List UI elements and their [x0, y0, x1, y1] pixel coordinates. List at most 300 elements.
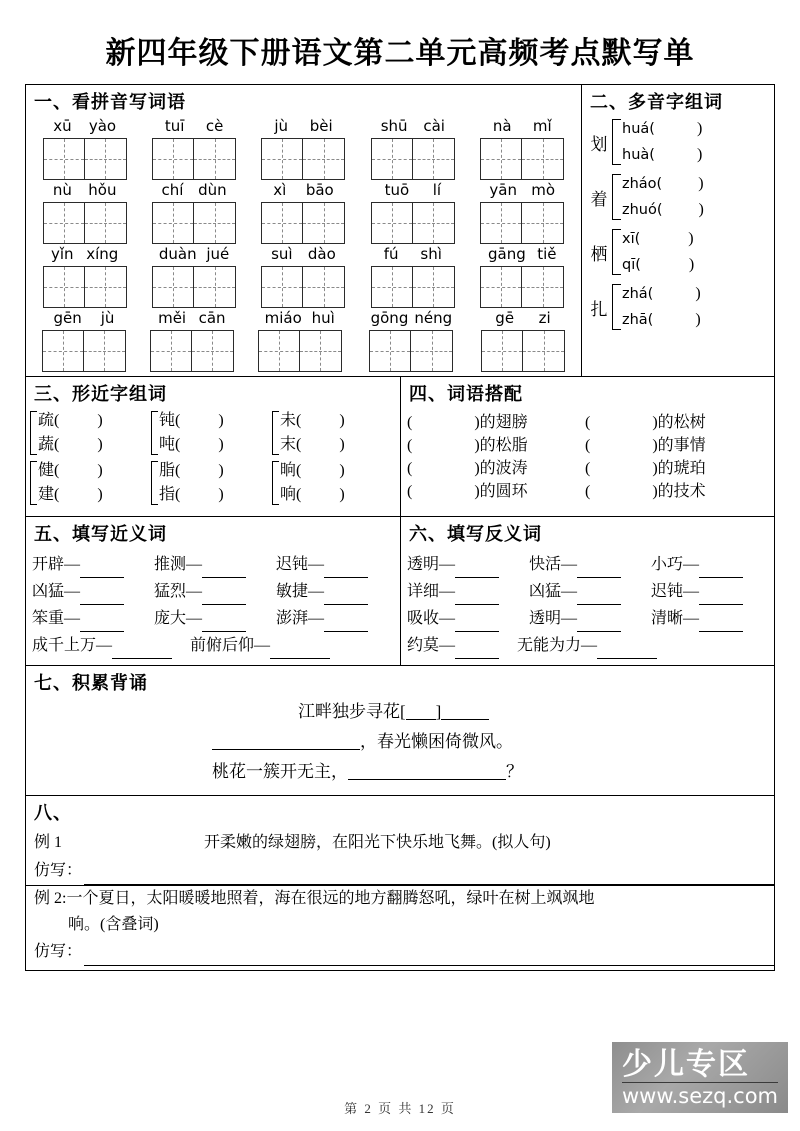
- answer-blank[interactable]: [80, 615, 124, 632]
- brace-icon: [151, 411, 158, 455]
- tianzige-grid[interactable]: [43, 138, 127, 180]
- dapei-item[interactable]: [585, 411, 763, 434]
- tianzige-cell[interactable]: [411, 330, 453, 372]
- fanyici-item[interactable]: [651, 605, 773, 632]
- tianzige-cell[interactable]: [85, 266, 127, 308]
- tianzige-cell[interactable]: [413, 266, 455, 308]
- tianzige-cell[interactable]: [480, 202, 522, 244]
- poem-line[interactable]: [26, 757, 774, 787]
- xingjinzi-item[interactable]: [159, 434, 224, 456]
- pinyin-syllable: nù: [52, 181, 72, 199]
- tianzige-grid[interactable]: [43, 266, 127, 308]
- tianzige-grid[interactable]: [480, 266, 564, 308]
- watermark-url: www.sezq.com: [621, 1084, 778, 1108]
- section-duoyinzi: [582, 85, 774, 376]
- duoyinzi-reading[interactable]: [622, 228, 694, 250]
- paren-close: ): [695, 311, 701, 328]
- reading-pinyin: huá(: [622, 121, 655, 137]
- dapei-noun: )的松树: [652, 414, 706, 431]
- poem-question: ？: [506, 762, 523, 781]
- jinyici-item[interactable]: [276, 578, 398, 605]
- tianzige-cell[interactable]: [480, 266, 522, 308]
- pinyin-syllable: néng: [414, 309, 453, 327]
- paren-close: ): [688, 230, 694, 247]
- tianzige-cell[interactable]: [371, 266, 413, 308]
- word-label: 清晰—: [651, 610, 700, 627]
- word-label: 无能为力—: [517, 637, 598, 654]
- tianzige-cell[interactable]: [261, 266, 303, 308]
- tianzige-grid[interactable]: [152, 266, 236, 308]
- tianzige-cell[interactable]: [371, 202, 413, 244]
- tianzige-cell[interactable]: [523, 330, 565, 372]
- xingjinzi-item[interactable]: [38, 434, 103, 456]
- jinyici-item[interactable]: [32, 605, 154, 632]
- dapei-item[interactable]: [407, 457, 585, 480]
- answer-blank[interactable]: [80, 561, 124, 578]
- xingjinzi-grid: [26, 408, 400, 510]
- fanyici-item[interactable]: [651, 578, 773, 605]
- answer-blank[interactable]: [324, 615, 368, 632]
- xingjinzi-item[interactable]: [159, 460, 224, 482]
- poem-line[interactable]: [26, 697, 774, 727]
- xingjinzi-item[interactable]: [38, 484, 103, 506]
- tianzige-grid[interactable]: [258, 330, 342, 372]
- xingjinzi-item[interactable]: [280, 484, 345, 506]
- xingjinzi-item[interactable]: [280, 460, 345, 482]
- xingjinzi-group: [151, 460, 272, 506]
- tianzige-cell[interactable]: [303, 138, 345, 180]
- answer-blank[interactable]: [84, 866, 774, 885]
- dapei-item[interactable]: [585, 480, 763, 503]
- answer-blank[interactable]: [577, 615, 621, 632]
- xingjinzi-char: 吨(: [159, 436, 181, 453]
- pinyin-text: [480, 180, 564, 202]
- fanyici-row: [407, 632, 774, 659]
- tianzige-grid[interactable]: [42, 330, 126, 372]
- xingjinzi-column: [272, 410, 393, 510]
- xingjinzi-item[interactable]: [38, 460, 103, 482]
- jinyici-row: [32, 551, 400, 578]
- paren-close: ): [218, 486, 224, 503]
- dapei-noun: )的翅膀: [474, 414, 528, 431]
- fanyici-item[interactable]: [407, 578, 529, 605]
- fanyici-grid: [401, 548, 774, 659]
- pinyin-syllable: huì: [311, 309, 335, 327]
- tianzige-cell[interactable]: [481, 330, 523, 372]
- paren-open: (: [585, 414, 591, 431]
- dapei-grid: [401, 408, 774, 503]
- answer-blank[interactable]: [577, 561, 621, 578]
- answer-blank[interactable]: [577, 588, 621, 605]
- duoyinzi-group: [588, 283, 774, 331]
- answer-blank[interactable]: [699, 588, 743, 605]
- word-label: 庞大—: [154, 610, 203, 627]
- answer-blank[interactable]: [270, 642, 330, 659]
- dapei-item[interactable]: [585, 457, 763, 480]
- xingjinzi-item[interactable]: [280, 410, 345, 432]
- dapei-row: [407, 480, 774, 503]
- tianzige-grid[interactable]: [261, 202, 345, 244]
- reading-pinyin: xī(: [622, 231, 641, 247]
- section-jinyici: [26, 517, 401, 665]
- tianzige-cell[interactable]: [84, 330, 126, 372]
- xingjinzi-char: 晌(: [280, 462, 302, 479]
- tianzige-cell[interactable]: [85, 202, 127, 244]
- word-label: 推测—: [154, 556, 203, 573]
- pinyin-syllable: lí: [432, 181, 442, 199]
- poem-comma: ，: [360, 732, 377, 751]
- section3-title: 三、形近字组词: [34, 384, 167, 404]
- xingjinzi-group: [272, 460, 393, 506]
- xingjinzi-char: 末(: [280, 436, 302, 453]
- tianzige-cell[interactable]: [300, 330, 342, 372]
- tianzige-cell[interactable]: [150, 330, 192, 372]
- fanyici-item[interactable]: [529, 578, 651, 605]
- answer-blank[interactable]: [202, 615, 246, 632]
- xingjinzi-column: [30, 410, 151, 510]
- fanyici-item[interactable]: [517, 632, 657, 659]
- tianzige-grid[interactable]: [481, 330, 565, 372]
- pinyin-text: [43, 244, 127, 266]
- watermark-brand: 少儿专区: [621, 1047, 750, 1082]
- section-cidapei: [401, 377, 774, 516]
- paren-open: (: [407, 414, 413, 431]
- tianzige-cell[interactable]: [194, 138, 236, 180]
- answer-blank[interactable]: [455, 561, 499, 578]
- tianzige-cell[interactable]: [43, 138, 85, 180]
- dapei-noun: )的琥珀: [652, 460, 706, 477]
- word-label: 开辟—: [32, 556, 81, 573]
- xingjinzi-items: [159, 410, 224, 456]
- pinyin-syllable: mò: [531, 181, 556, 199]
- word-label: 笨重—: [32, 610, 81, 627]
- dapei-noun: )的圆环: [474, 483, 528, 500]
- answer-blank[interactable]: [84, 947, 774, 966]
- fanyici-item[interactable]: [651, 551, 773, 578]
- xingjinzi-item[interactable]: [280, 434, 345, 456]
- section-xingjinzi: [26, 377, 401, 516]
- pinyin-word-item: [43, 180, 127, 244]
- pinyin-syllable: dùn: [198, 181, 227, 199]
- pinyin-syllable: tuī: [164, 117, 185, 135]
- tianzige-cell[interactable]: [194, 266, 236, 308]
- duoyinzi-reading[interactable]: [622, 283, 701, 305]
- xingjinzi-items: [280, 410, 345, 456]
- section6-title: 六、填写反义词: [409, 524, 542, 544]
- paren-close: ): [97, 486, 103, 503]
- word-label: 成千上万—: [32, 637, 113, 654]
- reading-pinyin: zháo(: [622, 176, 663, 192]
- pinyin-word-item: [371, 180, 455, 244]
- imitate-line-1: [26, 857, 774, 885]
- tianzige-cell[interactable]: [303, 266, 345, 308]
- word-label: 小巧—: [651, 556, 700, 573]
- reading-pinyin: zhá(: [622, 286, 654, 302]
- brace-icon: [272, 461, 279, 505]
- tianzige-grid[interactable]: [150, 330, 234, 372]
- paren-open: (: [585, 460, 591, 477]
- answer-blank[interactable]: [202, 561, 246, 578]
- duoyinzi-readings: [622, 228, 694, 276]
- tianzige-cell[interactable]: [369, 330, 411, 372]
- tianzige-grid[interactable]: [152, 138, 236, 180]
- tianzige-grid[interactable]: [480, 202, 564, 244]
- tianzige-cell[interactable]: [152, 202, 194, 244]
- section5-title: 五、填写近义词: [34, 524, 167, 544]
- answer-blank[interactable]: [455, 642, 499, 659]
- paren-close: ): [698, 175, 704, 192]
- pinyin-text: [261, 180, 345, 202]
- brace-icon: [30, 411, 37, 455]
- duoyinzi-reading[interactable]: [622, 309, 701, 331]
- pinyin-word-item: [480, 180, 564, 244]
- pinyin-syllable: xū: [53, 117, 72, 135]
- answer-blank[interactable]: [441, 702, 489, 720]
- pinyin-syllable: cài: [423, 117, 445, 135]
- pinyin-syllable: bāo: [305, 181, 334, 199]
- pinyin-text: [152, 244, 236, 266]
- pinyin-syllable: gē: [495, 309, 515, 327]
- example1-label: 例 1: [34, 834, 63, 851]
- pinyin-row: [26, 244, 581, 308]
- pinyin-word-item: [43, 116, 127, 180]
- reading-pinyin: zhā(: [622, 312, 654, 328]
- tianzige-grid[interactable]: [152, 202, 236, 244]
- tianzige-cell[interactable]: [43, 202, 85, 244]
- section-jileibeisong: [26, 666, 774, 795]
- pinyin-word-item: [261, 116, 345, 180]
- tianzige-cell[interactable]: [194, 202, 236, 244]
- brace-icon: [151, 461, 158, 505]
- xingjinzi-char: 蔬(: [38, 436, 60, 453]
- tianzige-grid[interactable]: [369, 330, 453, 372]
- dapei-item[interactable]: [407, 434, 585, 457]
- xingjinzi-item[interactable]: [159, 410, 224, 432]
- word-label: 透明—: [407, 556, 456, 573]
- tianzige-cell[interactable]: [152, 138, 194, 180]
- tianzige-cell[interactable]: [522, 202, 564, 244]
- pinyin-word-item: [366, 308, 458, 372]
- paren-close: ): [688, 256, 695, 273]
- poem-line[interactable]: [26, 727, 774, 757]
- pinyin-word-item: [152, 244, 236, 308]
- word-label: 吸收—: [407, 610, 456, 627]
- answer-blank[interactable]: [455, 615, 499, 632]
- pinyin-word-item: [480, 116, 564, 180]
- pinyin-syllable: duàn: [158, 245, 197, 263]
- duoyinzi-reading[interactable]: [622, 254, 694, 276]
- tianzige-grid[interactable]: [480, 138, 564, 180]
- fanyici-row: [407, 578, 774, 605]
- pinyin-syllable: zi: [538, 309, 551, 327]
- pinyin-syllable: tiě: [537, 245, 557, 263]
- answer-blank[interactable]: [406, 702, 436, 720]
- tianzige-cell[interactable]: [192, 330, 234, 372]
- example2-line-2: [26, 912, 774, 938]
- tianzige-cell[interactable]: [480, 138, 522, 180]
- paren-close: ): [339, 436, 345, 453]
- poem-text: 春光懒困倚微风。: [377, 732, 513, 751]
- xingjinzi-char: 疏(: [38, 412, 60, 429]
- answer-blank[interactable]: [348, 762, 506, 780]
- pinyin-text: [261, 116, 345, 138]
- duoyinzi-readings: [622, 283, 701, 331]
- word-label: 详细—: [407, 583, 456, 600]
- pinyin-syllable: gāng: [487, 245, 526, 263]
- paren-close: ): [339, 462, 345, 479]
- fanyici-item[interactable]: [407, 551, 529, 578]
- pinyin-text: [481, 308, 565, 330]
- tianzige-grid[interactable]: [261, 138, 345, 180]
- paren-close: ): [97, 412, 103, 429]
- pinyin-word-item: [261, 244, 345, 308]
- dapei-noun: )的事情: [652, 437, 706, 454]
- duoyinzi-group: [588, 228, 774, 276]
- jinyici-item[interactable]: [32, 632, 172, 659]
- duoyinzi-char: 划: [590, 134, 608, 154]
- jinyici-item[interactable]: [190, 632, 330, 659]
- example1-line: [26, 829, 774, 857]
- pinyin-text: [43, 180, 127, 202]
- brace-icon: [612, 119, 621, 165]
- tianzige-grid[interactable]: [261, 266, 345, 308]
- dapei-item[interactable]: [585, 434, 763, 457]
- xingjinzi-item[interactable]: [38, 410, 103, 432]
- pinyin-syllable: xì: [273, 181, 287, 199]
- answer-blank[interactable]: [597, 642, 657, 659]
- tianzige-cell[interactable]: [261, 138, 303, 180]
- brace-icon: [272, 411, 279, 455]
- pinyin-syllable: xíng: [86, 245, 119, 263]
- poem-title-text: 江畔独步寻花[: [298, 702, 406, 721]
- tianzige-grid[interactable]: [371, 138, 455, 180]
- tianzige-cell[interactable]: [371, 138, 413, 180]
- tianzige-cell[interactable]: [258, 330, 300, 372]
- poem-text: 桃花一簇开无主，: [212, 762, 348, 781]
- fanyici-item[interactable]: [529, 551, 651, 578]
- paren-close: ): [218, 462, 224, 479]
- page-footer: 第 2 页 共 12 页: [344, 1101, 456, 1116]
- tianzige-grid[interactable]: [43, 202, 127, 244]
- section-fanyici: [401, 517, 774, 665]
- jinyici-item[interactable]: [154, 605, 276, 632]
- jinyici-item[interactable]: [276, 551, 398, 578]
- reading-pinyin: zhuó(: [622, 202, 663, 218]
- fanyici-row: [407, 551, 774, 578]
- paren-close: ): [218, 436, 224, 453]
- xingjinzi-char: 响(: [280, 486, 302, 503]
- dapei-item[interactable]: [407, 411, 585, 434]
- tianzige-cell[interactable]: [413, 202, 455, 244]
- fanyici-item[interactable]: [529, 605, 651, 632]
- pinyin-syllable: bèi: [309, 117, 333, 135]
- answer-blank[interactable]: [112, 642, 172, 659]
- duoyinzi-group: [588, 118, 774, 166]
- answer-blank[interactable]: [699, 615, 743, 632]
- answer-blank[interactable]: [455, 588, 499, 605]
- tianzige-grid[interactable]: [371, 202, 455, 244]
- xingjinzi-group: [151, 410, 272, 456]
- duoyinzi-reading[interactable]: [622, 118, 702, 140]
- tianzige-cell[interactable]: [522, 266, 564, 308]
- reading-pinyin: qī(: [622, 257, 641, 273]
- word-label: 澎湃—: [276, 610, 325, 627]
- section2-title: 二、多音字组词: [590, 92, 723, 112]
- example2-text-1: 例 2:一个夏日，太阳暖暖地照着，海在很远的地方翻腾怒吼，绿叶在树上飒飒地: [34, 890, 595, 907]
- pinyin-text: [150, 308, 234, 330]
- imitate-label: 仿写：: [34, 862, 83, 879]
- dapei-item[interactable]: [407, 480, 585, 503]
- tianzige-cell[interactable]: [152, 266, 194, 308]
- pinyin-syllable: yǐn: [51, 245, 74, 263]
- tianzige-cell[interactable]: [303, 202, 345, 244]
- word-label: 猛烈—: [154, 583, 203, 600]
- paren-close: ): [97, 462, 103, 479]
- tianzige-cell[interactable]: [522, 138, 564, 180]
- answer-blank[interactable]: [324, 588, 368, 605]
- bracket-close: ]: [435, 702, 442, 721]
- answer-blank[interactable]: [324, 561, 368, 578]
- jinyici-item[interactable]: [154, 551, 276, 578]
- word-label: 快活—: [529, 556, 578, 573]
- tianzige-grid[interactable]: [371, 266, 455, 308]
- jinyici-item[interactable]: [154, 578, 276, 605]
- pinyin-text: [258, 308, 342, 330]
- fanyici-item[interactable]: [407, 605, 529, 632]
- poem-block: [26, 697, 774, 787]
- xingjinzi-char: 健(: [38, 462, 60, 479]
- pinyin-text: [366, 308, 458, 330]
- duoyinzi-char: 着: [590, 189, 608, 209]
- paren-close: ): [97, 436, 103, 453]
- duoyinzi-reading[interactable]: [622, 144, 702, 166]
- tianzige-cell[interactable]: [43, 266, 85, 308]
- xingjinzi-item[interactable]: [159, 484, 224, 506]
- pinyin-word-item: [371, 244, 455, 308]
- row-section5-section6: [26, 517, 774, 666]
- answer-blank[interactable]: [212, 732, 360, 750]
- pinyin-syllable: nà: [492, 117, 512, 135]
- pinyin-row: [26, 180, 581, 244]
- xingjinzi-group: [272, 410, 393, 456]
- pinyin-syllable: yān: [489, 181, 517, 199]
- answer-blank[interactable]: [80, 588, 124, 605]
- paren-close: ): [695, 285, 701, 302]
- imitate-label: 仿写：: [34, 943, 83, 960]
- xingjinzi-column: [151, 410, 272, 510]
- section7-title: 七、积累背诵: [34, 673, 148, 693]
- fanyici-item[interactable]: [407, 632, 499, 659]
- duoyinzi-reading[interactable]: [622, 173, 704, 195]
- pinyin-text: [371, 116, 455, 138]
- tianzige-cell[interactable]: [42, 330, 84, 372]
- dapei-row: [407, 411, 774, 434]
- jinyici-item[interactable]: [276, 605, 398, 632]
- tianzige-cell[interactable]: [261, 202, 303, 244]
- tianzige-cell[interactable]: [413, 138, 455, 180]
- duoyinzi-reading[interactable]: [622, 199, 704, 221]
- word-label: 迟钝—: [651, 583, 700, 600]
- answer-blank[interactable]: [699, 561, 743, 578]
- tianzige-cell[interactable]: [85, 138, 127, 180]
- reading-pinyin: huà(: [622, 147, 655, 163]
- answer-blank[interactable]: [202, 588, 246, 605]
- xingjinzi-char: 脂(: [159, 462, 181, 479]
- jinyici-item[interactable]: [32, 578, 154, 605]
- pinyin-word-item: [152, 116, 236, 180]
- jinyici-item[interactable]: [32, 551, 154, 578]
- pinyin-text: [152, 116, 236, 138]
